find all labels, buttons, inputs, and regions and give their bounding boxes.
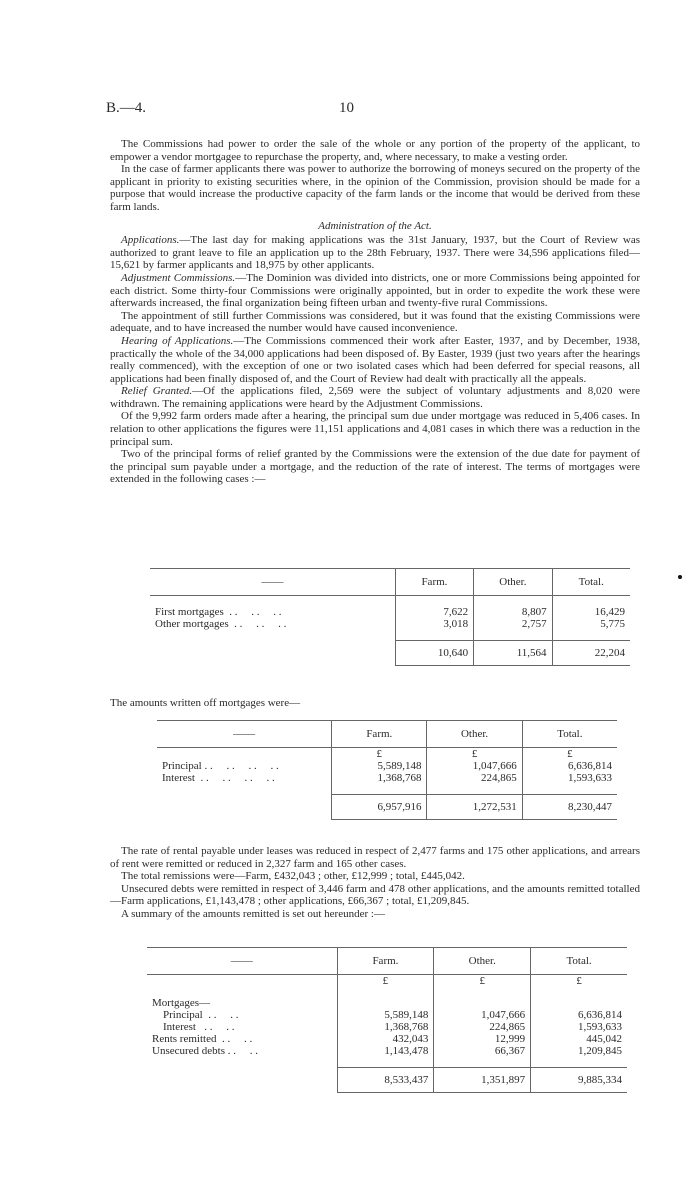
currency-symbol: £ <box>427 748 522 761</box>
row-label: Other mortgages <box>155 618 229 630</box>
other-column-header: Other. <box>434 948 531 975</box>
group-label: Mortgages— <box>152 997 211 1009</box>
grand-total: 8,230,447 <box>522 795 617 820</box>
summary-table <box>147 947 627 1093</box>
total-value: 1,593,633 <box>522 772 617 784</box>
leader-dots: . . . . . . . . <box>201 760 279 772</box>
row-label: Interest <box>162 772 195 784</box>
paragraph-adjustment-commissions <box>110 272 640 310</box>
paragraph-two-forms: Two of the principal forms of relief granted by the Commissions were the extension of the due date for payment of the principal sum payable under a mortgage, and the reduction of the rate of interest. The terms of mortgages were extended in the following cases :— <box>110 448 640 486</box>
page-number: 10 <box>339 100 354 116</box>
farm-total: 6,957,916 <box>332 795 427 820</box>
table2-intro-block <box>110 697 640 710</box>
farm-value: 1,368,768 <box>337 1021 434 1033</box>
hearing-text: —The Commissions commenced their work after Easter, 1937, and by December, 1938, practically the whole of the 34,000 applications had been disposed of. By Easter, 1939 (just two years after the hearings really commenced), with the exception of one or two isolated cases which had been deferred for special reasons, all applications had been finally disposed of, and the Court of Review had dealt with practically all the appeals. <box>110 334 640 385</box>
currency-row <box>147 975 627 988</box>
total-value: 6,636,814 <box>522 760 617 772</box>
row-label: First mortgages <box>155 606 224 618</box>
row-label: Rents remitted <box>152 1033 217 1045</box>
table-row <box>150 606 630 618</box>
total-value: 6,636,814 <box>531 1009 627 1021</box>
extension-table <box>150 568 630 666</box>
other-value: 1,047,666 <box>427 760 522 772</box>
text-block-2 <box>110 845 640 921</box>
total-value: 1,593,633 <box>531 1021 627 1033</box>
leader-dots: . . . . . . <box>223 606 282 618</box>
farm-value: 7,622 <box>395 606 473 618</box>
other-total: 1,351,897 <box>434 1068 531 1093</box>
other-value: 1,047,666 <box>434 1009 531 1021</box>
write-off-table <box>157 720 617 820</box>
row-label: Interest <box>152 1021 196 1033</box>
leader-dots: . . . . <box>216 1033 253 1045</box>
farm-value: 5,589,148 <box>337 1009 434 1021</box>
section-heading: Administration of the Act. <box>318 219 432 232</box>
total-value: 5,775 <box>552 618 630 630</box>
blank-header: —— <box>150 569 395 596</box>
farm-column-header: Farm. <box>395 569 473 596</box>
currency-symbol: £ <box>332 748 427 761</box>
totals-row <box>150 641 630 666</box>
hearing-lead: Hearing of Applications. <box>121 334 234 347</box>
paragraph-appointment: The appointment of still further Commissions was considered, but it was found that the existing Commissions were adequate, and to have increased the number would have caused inconvenience. <box>110 309 640 335</box>
other-value: 2,757 <box>474 618 552 630</box>
grand-total: 9,885,334 <box>531 1068 627 1093</box>
leader-dots: . . . . . . <box>228 618 287 630</box>
total-column-header: Total. <box>552 569 630 596</box>
other-value: 12,999 <box>434 1033 531 1045</box>
farm-value: 1,368,768 <box>332 772 427 784</box>
currency-symbol: £ <box>434 975 531 988</box>
table-row <box>147 1021 627 1033</box>
row-label: Unsecured debts <box>152 1045 226 1057</box>
currency-symbol: £ <box>531 975 627 988</box>
paragraph-farm-orders: Of the 9,992 farm orders made after a hearing, the principal sum due under mortgage was reduced in 5,406 cases. In relation to other applications the figures were 11,151 applications and 4,081 cases in which there was a reduction in the principal sum. <box>110 410 640 448</box>
leader-dots: . . . . <box>195 1021 235 1033</box>
table2-intro: The amounts written off mortgages were— <box>110 697 301 709</box>
relief-text: —Of the applications filed, 2,569 were the subject of voluntary adjustments and 8,020 were withdrawn. The remaining applications were heard by the Adjustment Commissions. <box>110 385 640 410</box>
stray-mark <box>678 575 682 579</box>
paragraph-sale-powers: The Commissions had power to order the sale of the whole or any portion of the property of the applicant, to empower a vendor mortgagee to repurchase the property, and, where necessary, to make a vesting order. <box>110 138 640 163</box>
paragraph-total-remissions: The total remissions were—Farm, £432,043 ; other, £12,999 ; total, £445,042. <box>121 870 465 883</box>
blank-header: —— <box>147 948 337 975</box>
other-total: 1,272,531 <box>427 795 522 820</box>
table-header-row <box>150 569 630 596</box>
paragraph-farmer-borrowing: In the case of farmer applicants there was power to authorize the borrowing of moneys secured on the property of the applicant in priority to existing securities where, in the opinion of the Commission, provision should be made for a purpose that would increase the productive capacity of the farm lands or the income that would be derived from these farm lands. <box>110 163 640 213</box>
leader-dots: . . . . <box>225 1045 259 1057</box>
farm-column-header: Farm. <box>332 721 427 748</box>
farm-value: 5,589,148 <box>332 760 427 772</box>
table-row <box>147 1009 627 1021</box>
other-value: 224,865 <box>434 1021 531 1033</box>
currency-row <box>157 748 617 761</box>
leader-dots: . . . . <box>202 1009 239 1021</box>
other-value: 8,807 <box>474 606 552 618</box>
table-header-row <box>147 948 627 975</box>
table-header-row <box>157 721 617 748</box>
other-value: 66,367 <box>434 1045 531 1057</box>
other-column-header: Other. <box>427 721 522 748</box>
paragraph-rental: The rate of rental payable under leases was reduced in respect of 2,477 farms and 175 other applications, and arrears of rent were remitted or reduced in 2,327 farm and 165 other cases. <box>110 845 640 870</box>
totals-row <box>147 1068 627 1093</box>
farm-total: 10,640 <box>395 641 473 666</box>
paragraph-hearing <box>110 335 640 385</box>
table-row <box>150 618 630 630</box>
table-row <box>147 1045 627 1057</box>
total-value: 1,209,845 <box>531 1045 627 1057</box>
paragraph-relief <box>110 385 640 410</box>
blank-header: —— <box>157 721 332 748</box>
group-row <box>147 997 627 1009</box>
farm-value: 432,043 <box>337 1033 434 1045</box>
other-column-header: Other. <box>474 569 552 596</box>
other-total: 11,564 <box>474 641 552 666</box>
row-label: Principal <box>162 760 202 772</box>
table3-intro: A summary of the amounts remitted is set out hereunder :— <box>121 907 385 920</box>
table-row <box>157 760 617 772</box>
currency-symbol: £ <box>522 748 617 761</box>
total-column-header: Total. <box>522 721 617 748</box>
farm-column-header: Farm. <box>337 948 434 975</box>
table-row <box>147 1033 627 1045</box>
leader-dots: . . . . . . . . <box>194 772 275 784</box>
farm-value: 3,018 <box>395 618 473 630</box>
farm-value: 1,143,478 <box>337 1045 434 1057</box>
paragraph-unsecured: Unsecured debts were remitted in respect of 3,446 farm and 478 other applications, and the amounts remitted totalled—Farm applications, £1,143,478 ; other applications, £66,367 ; total, £1,209,845. <box>110 882 640 908</box>
total-value: 445,042 <box>531 1033 627 1045</box>
paragraph-applications <box>110 234 640 272</box>
other-value: 224,865 <box>427 772 522 784</box>
row-label: Principal <box>152 1009 203 1021</box>
total-value: 16,429 <box>552 606 630 618</box>
adjustment-text: —The Dominion was divided into districts, one or more Commissions being appointed for each district. Some thirty-four Commissions were originally appointed, but in order to expedite the work these were afterwards increased, the final organization being fifteen urban and twenty-five rural Commissions. <box>110 271 640 310</box>
series-number: B.—4. <box>106 100 147 116</box>
grand-total: 22,204 <box>552 641 630 666</box>
total-column-header: Total. <box>531 948 627 975</box>
applications-text: —The last day for making applications was the 31st January, 1937, but the Court of Review was authorized to grant leave to file an application up to the 28th February, 1937. There were 34,596 applications filed—15,621 by farmer applicants and 18,975 by other applicants. <box>110 234 640 272</box>
adjustment-lead: Adjustment Commissions. <box>121 271 236 284</box>
applications-lead: Applications. <box>121 234 180 247</box>
table-row <box>157 772 617 784</box>
totals-row <box>157 795 617 820</box>
text-block-1 <box>110 138 640 486</box>
farm-total: 8,533,437 <box>337 1068 434 1093</box>
relief-lead: Relief Granted. <box>121 385 193 398</box>
currency-symbol: £ <box>337 975 434 988</box>
